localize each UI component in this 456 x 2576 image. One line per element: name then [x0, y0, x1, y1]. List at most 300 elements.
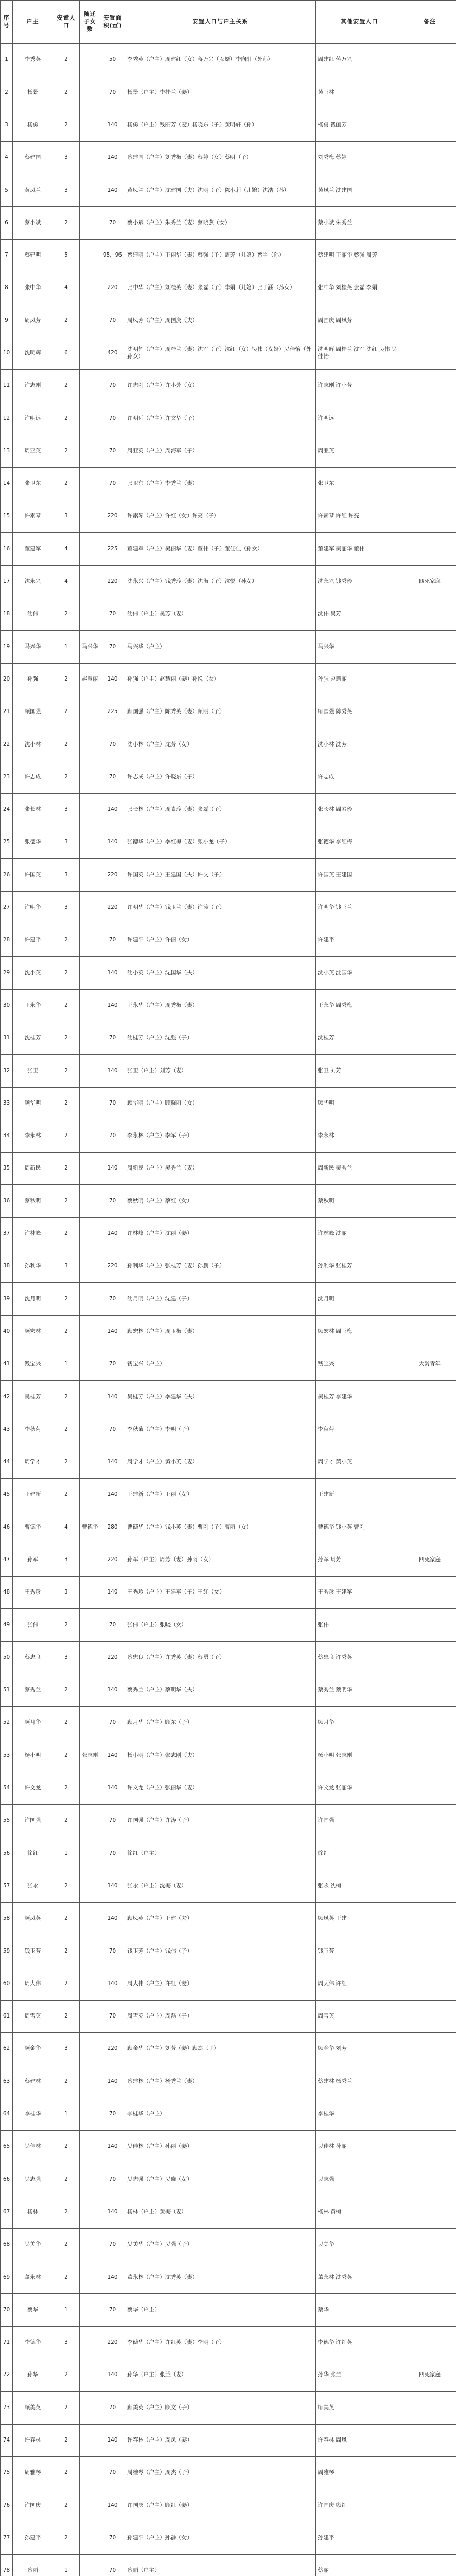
cell-no: 48 [1, 1576, 13, 1608]
cell-household-head: 蔡建国 [13, 141, 53, 174]
cell-area: 140 [100, 1870, 125, 1902]
cell-note [403, 109, 456, 141]
cell-area: 220 [100, 2326, 125, 2359]
table-row [1, 369, 456, 402]
cell-members: 蔡丽（户主） [125, 2554, 316, 2576]
cell-accompanying [80, 989, 100, 1022]
cell-other-persons: 顾美英 [316, 2392, 403, 2424]
table-row [1, 1544, 456, 1576]
cell-members: 周新民（户主）吴秀兰（妻） [125, 1153, 316, 1185]
cell-members: 周雪英（户主）周磊（子） [125, 2000, 316, 2032]
cell-members: 沈永兴（户主）钱秀珍（妻）沈海（子）沈悦（孙女） [125, 565, 316, 598]
cell-note [403, 2000, 456, 2032]
cell-note [403, 826, 456, 859]
table-row [1, 565, 456, 598]
cell-note [403, 891, 456, 924]
cell-note [403, 631, 456, 663]
cell-household-head: 杨林 [13, 2196, 53, 2228]
cell-area: 140 [100, 1153, 125, 1185]
cell-no: 70 [1, 2294, 13, 2326]
cell-area: 70 [100, 598, 125, 631]
cell-note [403, 2294, 456, 2326]
cell-no: 38 [1, 1250, 13, 1282]
cell-household-head: 王建新 [13, 1479, 53, 1511]
cell-note [403, 467, 456, 500]
cell-members: 李永林（户主）李军（子） [125, 1120, 316, 1152]
cell-members: 张卫东（户主）李秀兰（妻） [125, 467, 316, 500]
cell-household-head: 周凤芳 [13, 304, 53, 337]
cell-other-persons: 蔡建明 王丽华 蔡强 周芳 [316, 239, 403, 272]
cell-other-persons: 孙利华 张桂芳 [316, 1250, 403, 1282]
table-row [1, 1739, 456, 1772]
cell-population: 2 [53, 1968, 80, 2000]
cell-area: 220 [100, 891, 125, 924]
cell-no: 42 [1, 1381, 13, 1413]
cell-population: 2 [53, 1022, 80, 1054]
cell-accompanying [80, 500, 100, 533]
cell-members: 许志成（户主）许晓东（子） [125, 761, 316, 793]
cell-other-persons: 李秋菊 [316, 1413, 403, 1446]
cell-other-persons: 王永华 周秀梅 [316, 989, 403, 1022]
cell-other-persons: 王建新 [316, 1479, 403, 1511]
cell-members: 吴桂芳（户主）李建华（夫） [125, 1381, 316, 1413]
table-row [1, 2359, 456, 2392]
cell-accompanying [80, 2163, 100, 2196]
cell-household-head: 沈桂芳 [13, 1022, 53, 1054]
cell-accompanying [80, 402, 100, 435]
cell-household-head: 曹德华 [13, 1511, 53, 1544]
cell-members: 李秋菊（户主）李明（子） [125, 1413, 316, 1446]
cell-accompanying [80, 304, 100, 337]
cell-accompanying: 赵慧丽 [80, 663, 100, 696]
cell-area: 70 [100, 1087, 125, 1120]
cell-note [403, 2554, 456, 2576]
cell-other-persons: 张卫东 [316, 467, 403, 500]
cell-no: 29 [1, 957, 13, 989]
cell-household-head: 周雅琴 [13, 2456, 53, 2489]
table-row [1, 1707, 456, 1739]
cell-household-head: 李秋菊 [13, 1413, 53, 1446]
cell-area: 140 [100, 1739, 125, 1772]
cell-no: 20 [1, 663, 13, 696]
cell-other-persons: 吴志强 [316, 2163, 403, 2196]
cell-area: 140 [100, 1674, 125, 1706]
table-header-row [1, 1, 456, 44]
cell-other-persons: 孙军 周芳 [316, 1544, 403, 1576]
cell-members: 张永（户主）沈梅（妻） [125, 1870, 316, 1902]
table-row [1, 1674, 456, 1706]
cell-no: 26 [1, 859, 13, 891]
cell-household-head: 顾月华 [13, 1707, 53, 1739]
cell-area: 140 [100, 1055, 125, 1087]
cell-household-head: 董建军 [13, 533, 53, 565]
cell-area: 280 [100, 1511, 125, 1544]
cell-household-head: 杨景 [13, 76, 53, 109]
cell-accompanying [80, 1870, 100, 1902]
cell-no: 1 [1, 44, 13, 76]
table-row [1, 1511, 456, 1544]
cell-household-head: 张德华 [13, 826, 53, 859]
cell-members: 沈伟（户主）吴芳（妻） [125, 598, 316, 631]
cell-members: 顾华明（户主）顾晓丽（女） [125, 1087, 316, 1120]
cell-accompanying [80, 1935, 100, 1968]
cell-no: 52 [1, 1707, 13, 1739]
cell-note [403, 1250, 456, 1282]
cell-area: 70 [100, 2456, 125, 2489]
cell-other-persons: 周学才 黄小英 [316, 1446, 403, 1478]
cell-population: 2 [53, 1935, 80, 1968]
cell-household-head: 蔡秋明 [13, 1185, 53, 1217]
cell-note [403, 239, 456, 272]
cell-other-persons: 顾金华 刘芳 [316, 2033, 403, 2065]
cell-other-persons: 蔡忠良 许秀英 [316, 1641, 403, 1674]
cell-accompanying [80, 1348, 100, 1380]
cell-members: 许国英（户主）王建国（夫）许文（子） [125, 859, 316, 891]
cell-other-persons: 蔡小斌 朱秀兰 [316, 207, 403, 239]
cell-note [403, 2033, 456, 2065]
cell-note: 大龄青年 [403, 1348, 456, 1380]
table-row [1, 891, 456, 924]
cell-population: 2 [53, 1055, 80, 1087]
cell-note [403, 174, 456, 207]
cell-accompanying [80, 2261, 100, 2294]
table-row [1, 1609, 456, 1641]
cell-household-head: 吴桂芳 [13, 1381, 53, 1413]
cell-members: 杨勇（户主）钱丽芳（妻）杨晓东（子）黄明轩（孙） [125, 109, 316, 141]
cell-population: 2 [53, 467, 80, 500]
cell-population: 2 [53, 1446, 80, 1478]
cell-members: 顾宏林（户主）周玉梅（妻） [125, 1315, 316, 1348]
cell-population: 2 [53, 1674, 80, 1706]
cell-population: 2 [53, 435, 80, 467]
header-household-head: 户主 [13, 1, 53, 44]
cell-population: 2 [53, 44, 80, 76]
cell-area: 70 [100, 435, 125, 467]
cell-other-persons: 沈伟 吴芳 [316, 598, 403, 631]
cell-note [403, 2163, 456, 2196]
cell-members: 钱宝兴（户主） [125, 1348, 316, 1380]
cell-area: 220 [100, 565, 125, 598]
cell-members: 周大伟（户主）许红（妻） [125, 1968, 316, 2000]
table-row [1, 1902, 456, 1935]
cell-note [403, 2065, 456, 2098]
cell-no: 7 [1, 239, 13, 272]
cell-accompanying: 张志刚 [80, 1739, 100, 1772]
cell-area: 70 [100, 369, 125, 402]
cell-area: 140 [100, 141, 125, 174]
cell-note [403, 2098, 456, 2130]
cell-household-head: 王秀珍 [13, 1576, 53, 1608]
cell-household-head: 顾凤英 [13, 1902, 53, 1935]
cell-other-persons: 许志刚 许小芳 [316, 369, 403, 402]
cell-accompanying [80, 1544, 100, 1576]
cell-population: 2 [53, 1609, 80, 1641]
cell-members: 许文龙（户主）张丽华（妻） [125, 1772, 316, 1804]
table-row [1, 1576, 456, 1608]
cell-population: 4 [53, 533, 80, 565]
cell-members: 周亚英（户主）周海军（子） [125, 435, 316, 467]
cell-accompanying [80, 924, 100, 957]
cell-household-head: 顾美英 [13, 2392, 53, 2424]
cell-members: 蔡小斌（户主）朱秀兰（妻）蔡晓燕（女） [125, 207, 316, 239]
header-area: 安置面积(㎡) [100, 1, 125, 44]
cell-household-head: 张伟 [13, 1609, 53, 1641]
cell-members: 钱玉芳（户主）钱伟（子） [125, 1935, 316, 1968]
cell-members: 许志刚（户主）许小芳（女） [125, 369, 316, 402]
cell-members: 许明远（户主）许文华（子） [125, 402, 316, 435]
cell-area: 140 [100, 2261, 125, 2294]
cell-population: 2 [53, 1381, 80, 1413]
cell-no: 23 [1, 761, 13, 793]
cell-population: 3 [53, 826, 80, 859]
cell-no: 31 [1, 1022, 13, 1054]
cell-accompanying [80, 44, 100, 76]
cell-no: 60 [1, 1968, 13, 2000]
cell-note [403, 1772, 456, 1804]
cell-population: 2 [53, 598, 80, 631]
cell-accompanying [80, 337, 100, 369]
table-row [1, 957, 456, 989]
cell-other-persons: 周雪英 [316, 2000, 403, 2032]
cell-accompanying [80, 1185, 100, 1217]
cell-members: 吴佳林（户主）孙丽（妻） [125, 2131, 316, 2163]
cell-members: 杨林（户主）黄梅（妻） [125, 2196, 316, 2228]
cell-no: 53 [1, 1739, 13, 1772]
cell-household-head: 张永 [13, 1870, 53, 1902]
cell-members: 顾金华（户主）刘芳（妻）顾杰（子） [125, 2033, 316, 2065]
cell-accompanying [80, 1479, 100, 1511]
cell-members: 孙军（户主）周芳（妻）孙雨（女） [125, 1544, 316, 1576]
cell-accompanying [80, 728, 100, 761]
cell-population: 2 [53, 2261, 80, 2294]
cell-no: 19 [1, 631, 13, 663]
cell-population: 2 [53, 304, 80, 337]
table-row [1, 2489, 456, 2522]
cell-note [403, 1805, 456, 1837]
cell-no: 72 [1, 2359, 13, 2392]
cell-members: 沈月明（户主）沈建（子） [125, 1283, 316, 1315]
cell-note [403, 2456, 456, 2489]
table-row [1, 1968, 456, 2000]
cell-population: 2 [53, 2359, 80, 2392]
cell-area: 140 [100, 1902, 125, 1935]
table-row [1, 1087, 456, 1120]
cell-household-head: 许国强 [13, 1805, 53, 1837]
table-row [1, 239, 456, 272]
cell-note [403, 1153, 456, 1185]
cell-other-persons: 沈小林 沈芳 [316, 728, 403, 761]
cell-other-persons: 黄凤兰 沈建国 [316, 174, 403, 207]
table-row [1, 696, 456, 728]
cell-area: 220 [100, 859, 125, 891]
cell-other-persons: 李永林 [316, 1120, 403, 1152]
cell-area: 140 [100, 1479, 125, 1511]
cell-household-head: 李德华 [13, 2326, 53, 2359]
cell-no: 49 [1, 1609, 13, 1641]
cell-other-persons: 许文龙 张丽华 [316, 1772, 403, 1804]
cell-population: 2 [53, 1153, 80, 1185]
cell-note [403, 1055, 456, 1087]
cell-household-head: 许林峰 [13, 1217, 53, 1250]
cell-other-persons: 许国英 王建国 [316, 859, 403, 891]
cell-population: 2 [53, 207, 80, 239]
cell-no: 68 [1, 2228, 13, 2261]
cell-no: 2 [1, 76, 13, 109]
cell-household-head: 许志刚 [13, 369, 53, 402]
cell-note [403, 533, 456, 565]
cell-household-head: 周亚英 [13, 435, 53, 467]
cell-no: 33 [1, 1087, 13, 1120]
cell-population: 3 [53, 1576, 80, 1608]
table-row [1, 2065, 456, 2098]
header-other-persons: 其他安置人口 [316, 1, 403, 44]
table-row [1, 304, 456, 337]
cell-area: 140 [100, 1446, 125, 1478]
cell-note [403, 1022, 456, 1054]
cell-household-head: 沈月明 [13, 1283, 53, 1315]
cell-area: 140 [100, 1217, 125, 1250]
cell-other-persons: 顾宏林 周玉梅 [316, 1315, 403, 1348]
cell-household-head: 蔡华 [13, 2294, 53, 2326]
cell-accompanying [80, 2326, 100, 2359]
cell-area: 70 [100, 402, 125, 435]
cell-area: 220 [100, 272, 125, 304]
table-row [1, 2228, 456, 2261]
table-row [1, 207, 456, 239]
cell-household-head: 张卫 [13, 1055, 53, 1087]
cell-household-head: 张长林 [13, 793, 53, 826]
cell-accompanying [80, 1674, 100, 1706]
cell-household-head: 马兴华 [13, 631, 53, 663]
cell-members: 张卫（户主）刘芳（妻） [125, 1055, 316, 1087]
cell-area: 70 [100, 1837, 125, 1870]
cell-note [403, 1902, 456, 1935]
cell-area: 70 [100, 1609, 125, 1641]
cell-accompanying [80, 2456, 100, 2489]
cell-accompanying [80, 2228, 100, 2261]
cell-no: 12 [1, 402, 13, 435]
cell-household-head: 王永华 [13, 989, 53, 1022]
cell-area: 70 [100, 304, 125, 337]
cell-members: 董永林（户主）沈秀英（妻） [125, 2261, 316, 2294]
cell-household-head: 周大伟 [13, 1968, 53, 2000]
cell-population: 3 [53, 174, 80, 207]
table-row [1, 1935, 456, 1968]
cell-no: 18 [1, 598, 13, 631]
cell-household-head: 许明远 [13, 402, 53, 435]
cell-note [403, 141, 456, 174]
cell-other-persons: 许素琴 许红 许亮 [316, 500, 403, 533]
cell-no: 57 [1, 1870, 13, 1902]
cell-members: 许明华（户主）钱玉兰（妻）许涛（子） [125, 891, 316, 924]
cell-household-head: 董永林 [13, 2261, 53, 2294]
cell-other-persons: 周雅琴 [316, 2456, 403, 2489]
cell-area: 140 [100, 1315, 125, 1348]
cell-no: 41 [1, 1348, 13, 1380]
cell-no: 51 [1, 1674, 13, 1706]
cell-accompanying [80, 1772, 100, 1804]
cell-other-persons: 许建平 [316, 924, 403, 957]
cell-population: 2 [53, 1283, 80, 1315]
cell-members: 许国庆（户主）顾红（妻） [125, 2489, 316, 2522]
cell-note [403, 859, 456, 891]
cell-accompanying [80, 207, 100, 239]
cell-members: 沈桂芳（户主）沈强（子） [125, 1022, 316, 1054]
cell-population: 4 [53, 1511, 80, 1544]
cell-no: 6 [1, 207, 13, 239]
table-row [1, 402, 456, 435]
header-no: 序号 [1, 1, 13, 44]
cell-accompanying [80, 2098, 100, 2130]
cell-accompanying [80, 1576, 100, 1608]
cell-area: 140 [100, 793, 125, 826]
cell-no: 4 [1, 141, 13, 174]
cell-accompanying [80, 1837, 100, 1870]
cell-population: 1 [53, 631, 80, 663]
cell-accompanying [80, 1120, 100, 1152]
cell-note [403, 2424, 456, 2456]
cell-members: 曹德华（户主）钱小英（妻）曹刚（子）曹丽（女） [125, 1511, 316, 1544]
cell-area: 220 [100, 1250, 125, 1282]
cell-no: 54 [1, 1772, 13, 1804]
cell-no: 71 [1, 2326, 13, 2359]
cell-no: 36 [1, 1185, 13, 1217]
cell-other-persons: 马兴华 [316, 631, 403, 663]
table-row [1, 76, 456, 109]
cell-area: 70 [100, 2228, 125, 2261]
table-body [1, 44, 456, 2576]
cell-household-head: 沈小英 [13, 957, 53, 989]
cell-no: 74 [1, 2424, 13, 2456]
cell-accompanying [80, 891, 100, 924]
cell-no: 45 [1, 1479, 13, 1511]
cell-note [403, 1283, 456, 1315]
cell-population: 2 [53, 2456, 80, 2489]
cell-area: 95，95 [100, 239, 125, 272]
cell-accompanying [80, 2522, 100, 2554]
cell-members: 吴美华（户主）吴强（子） [125, 2228, 316, 2261]
cell-other-persons: 许明远 [316, 402, 403, 435]
cell-no: 32 [1, 1055, 13, 1087]
cell-note [403, 1446, 456, 1478]
cell-accompanying [80, 1707, 100, 1739]
cell-other-persons: 李桂华 [316, 2098, 403, 2130]
cell-accompanying [80, 2392, 100, 2424]
cell-household-head: 周雪英 [13, 2000, 53, 2032]
cell-area: 220 [100, 2033, 125, 2065]
cell-area: 70 [100, 2294, 125, 2326]
cell-household-head: 吴美华 [13, 2228, 53, 2261]
cell-no: 47 [1, 1544, 13, 1576]
cell-no: 15 [1, 500, 13, 533]
cell-accompanying [80, 467, 100, 500]
cell-household-head: 钱玉芳 [13, 1935, 53, 1968]
table-row [1, 2131, 456, 2163]
table-row [1, 1348, 456, 1380]
cell-accompanying [80, 1217, 100, 1250]
cell-area: 70 [100, 467, 125, 500]
cell-area: 220 [100, 1544, 125, 1576]
cell-note [403, 1120, 456, 1152]
cell-note [403, 337, 456, 369]
cell-no: 73 [1, 2392, 13, 2424]
cell-accompanying [80, 1609, 100, 1641]
cell-other-persons: 许春林 周凤 [316, 2424, 403, 2456]
cell-population: 5 [53, 239, 80, 272]
cell-members: 许国强（户主）许涛（子） [125, 1805, 316, 1837]
cell-area: 70 [100, 1348, 125, 1380]
cell-population: 2 [53, 2131, 80, 2163]
